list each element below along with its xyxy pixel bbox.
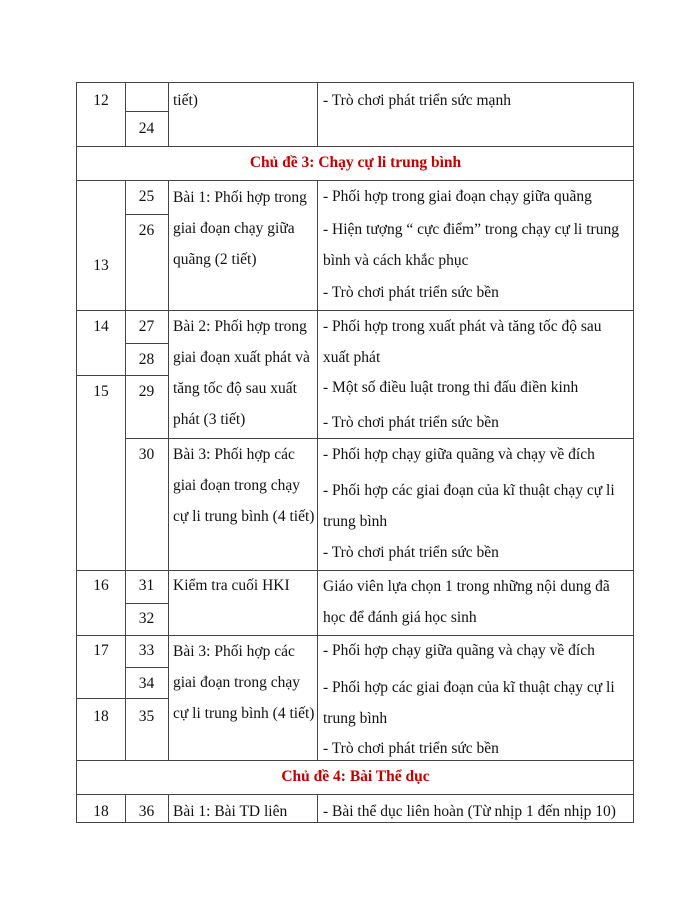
period-number: 27 — [138, 318, 155, 335]
lesson-title: Bài 3: Phối hợp các giai đoạn trong chạy cự li trung bình (4 tiết) — [173, 446, 315, 525]
grid-line — [77, 698, 168, 699]
content-item: - Hiện tượng “ cực điểm” trong chạy cự li trung bình và cách khắc phục — [323, 221, 619, 269]
content-item: - Phối hợp chạy giữa quãng và chạy về đích — [323, 642, 595, 659]
week-number: 16 — [93, 577, 109, 594]
week-number: 18 — [93, 708, 109, 725]
content-item: - Phối hợp các giai đoạn của kĩ thuật chạy cự li trung bình — [323, 482, 615, 530]
content-item: - Phối hợp trong giai đoạn chạy giữa quãng — [323, 188, 592, 205]
content-item: - Trò chơi phát triển sức bền — [323, 284, 499, 301]
week-number: 14 — [93, 318, 109, 335]
grid-line — [77, 146, 634, 147]
lesson-title: Bài 1: Phối hợp trong giai đoạn chạy giữa quãng (2 tiết) — [173, 189, 307, 268]
lesson-title: Bài 1: Bài TD liên — [173, 803, 288, 820]
week-number: 18 — [93, 803, 109, 820]
grid-line — [77, 794, 634, 795]
grid-line — [168, 794, 169, 823]
lesson-title: Kiểm tra cuối HKI — [173, 577, 290, 594]
grid-line — [125, 667, 168, 668]
period-number: 34 — [138, 675, 155, 692]
week-number: 13 — [93, 257, 109, 274]
grid-line — [125, 111, 168, 112]
period-number: 33 — [138, 642, 155, 659]
lesson-title: tiết) — [173, 92, 198, 109]
week-number: 15 — [93, 383, 109, 400]
topic-heading: Chủ đề 3: Chạy cự li trung bình — [249, 154, 462, 171]
period-number: 25 — [138, 188, 155, 205]
grid-line — [168, 180, 169, 760]
content-item: - Một số điều luật trong thi đấu điền kinh — [323, 379, 579, 396]
period-number: 28 — [138, 351, 155, 368]
content-item: - Trò chơi phát triển sức mạnh — [323, 92, 511, 109]
content-item: - Phối hợp trong xuất phát và tăng tốc độ sau xuất phát — [323, 318, 602, 366]
period-number: 26 — [138, 222, 155, 239]
grid-line — [633, 83, 634, 823]
grid-line — [125, 603, 168, 604]
grid-line — [317, 794, 318, 823]
content-item: Giáo viên lựa chọn 1 trong những nội dung đã học để đánh giá học sinh — [323, 578, 610, 626]
grid-line — [317, 83, 318, 146]
period-number: 30 — [138, 446, 155, 463]
topic-heading: Chủ đề 4: Bài Thể dục — [281, 768, 430, 785]
lesson-title: Bài 3: Phối hợp các giai đoạn trong chạy cự li trung bình (4 tiết) — [173, 643, 315, 722]
period-number: 35 — [138, 708, 155, 725]
grid-line — [77, 180, 634, 181]
week-number: 12 — [93, 92, 109, 109]
period-number: 29 — [138, 383, 155, 400]
grid-line — [77, 375, 168, 376]
grid-line — [125, 214, 168, 215]
grid-line — [317, 180, 318, 760]
lesson-title: Bài 2: Phối hợp trong giai đoạn xuất phát và tăng tốc độ sau xuất phát (3 tiết) — [173, 318, 310, 428]
content-item: - Trò chơi phát triển sức bền — [323, 544, 499, 561]
content-item: - Trò chơi phát triển sức bền — [323, 740, 499, 757]
period-number: 36 — [138, 803, 155, 820]
grid-line — [125, 343, 168, 344]
curriculum-table — [76, 82, 634, 823]
period-number: 31 — [138, 577, 155, 594]
grid-line — [77, 760, 634, 761]
period-number: 32 — [138, 610, 155, 627]
grid-line — [168, 83, 169, 146]
grid-line — [77, 635, 634, 636]
content-item: - Bài thể dục liên hoàn (Từ nhịp 1 đến nhịp 10) — [323, 803, 616, 820]
content-item: - Trò chơi phát triển sức bền — [323, 414, 499, 431]
content-item: - Phối hợp chạy giữa quãng và chạy về đích — [323, 446, 595, 463]
week-number: 17 — [93, 642, 109, 659]
content-item: - Phối hợp các giai đoạn của kĩ thuật chạy cự li trung bình — [323, 679, 615, 727]
period-number: 24 — [138, 120, 155, 137]
